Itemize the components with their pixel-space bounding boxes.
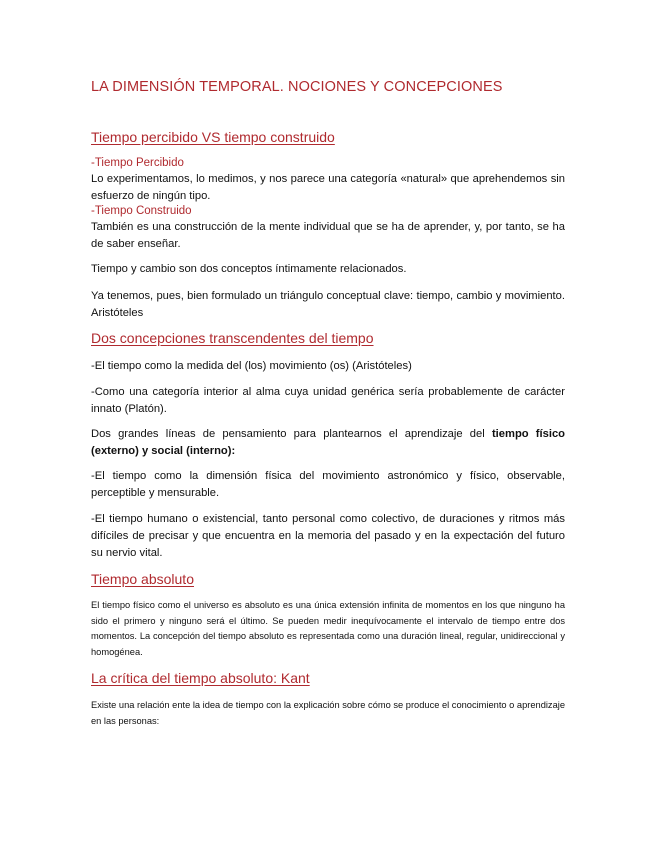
paragraph-tiempo-construido: También es una construcción de la mente individual que se ha de aprender, y, por tanto, se ha de saber enseñar. <box>91 221 565 250</box>
paragraph-triangulo-conceptual: Ya tenemos, pues, bien formulado un triángulo conceptual clave: tiempo, cambio y movimiento. Aristóteles <box>91 290 565 319</box>
section-heading-tiempo-absoluto: Tiempo absoluto <box>91 571 194 587</box>
lineas-bold-text: tiempo físico (externo) y social (interno): <box>91 428 566 457</box>
paragraph-tiempo-cambio: Tiempo y cambio son dos conceptos íntimamente relacionados. <box>91 263 407 275</box>
document-title: LA DIMENSIÓN TEMPORAL. NOCIONES Y CONCEPCIONES <box>91 79 503 95</box>
list-item-tiempo-fisico: -El tiempo como la dimensión física del movimiento astronómico y físico, observable, perceptible y mensurable. <box>91 470 565 499</box>
paragraph-tiempo-percibido: Lo experimentamos, lo medimos, y nos parece una categoría «natural» que aprehendemos sin esfuerzo de ningún tipo. <box>91 173 565 202</box>
section-heading-percibido-construido: Tiempo percibido VS tiempo construido <box>91 129 335 145</box>
paragraph-lineas-pensamiento <box>91 426 565 460</box>
subheading-tiempo-percibido: -Tiempo Percibido <box>91 157 184 169</box>
section-heading-dos-concepciones: Dos concepciones transcendentes del tiempo <box>91 330 374 346</box>
paragraph-tiempo-absoluto: El tiempo físico como el universo es absoluto es una única extensión infinita de momentos en los que ninguno ha sido el primero y ninguno será el último. Se pueden medir inequívocamente el intervalo de tiempo entre dos momentos. La concepción del tiempo absoluto es representada como una duración lineal, regular, unidireccional y homogénea. <box>91 600 565 657</box>
list-item-aristoteles: -El tiempo como la medida del (los) movimiento (os) (Aristóteles) <box>91 360 412 372</box>
paragraph-critica-kant: Existe una relación ente la idea de tiempo con la explicación sobre cómo se produce el conocimiento o aprendizaje en las personas: <box>91 700 565 726</box>
lineas-intro-text: Dos grandes líneas de pensamiento para plantearnos el aprendizaje del <box>91 428 485 440</box>
list-item-platon: -Como una categoría interior al alma cuya unidad genérica sería probablemente de carácter innato (Platón). <box>91 386 565 415</box>
section-heading-critica-kant: La crítica del tiempo absoluto: Kant <box>91 670 310 686</box>
list-item-tiempo-humano: -El tiempo humano o existencial, tanto personal como colectivo, de duraciones y ritmos más difíciles de precisar y que encuentra en la memoria del pasado y en la expectación del futuro su nervio vital. <box>91 513 565 559</box>
subheading-tiempo-construido: -Tiempo Construido <box>91 205 192 217</box>
